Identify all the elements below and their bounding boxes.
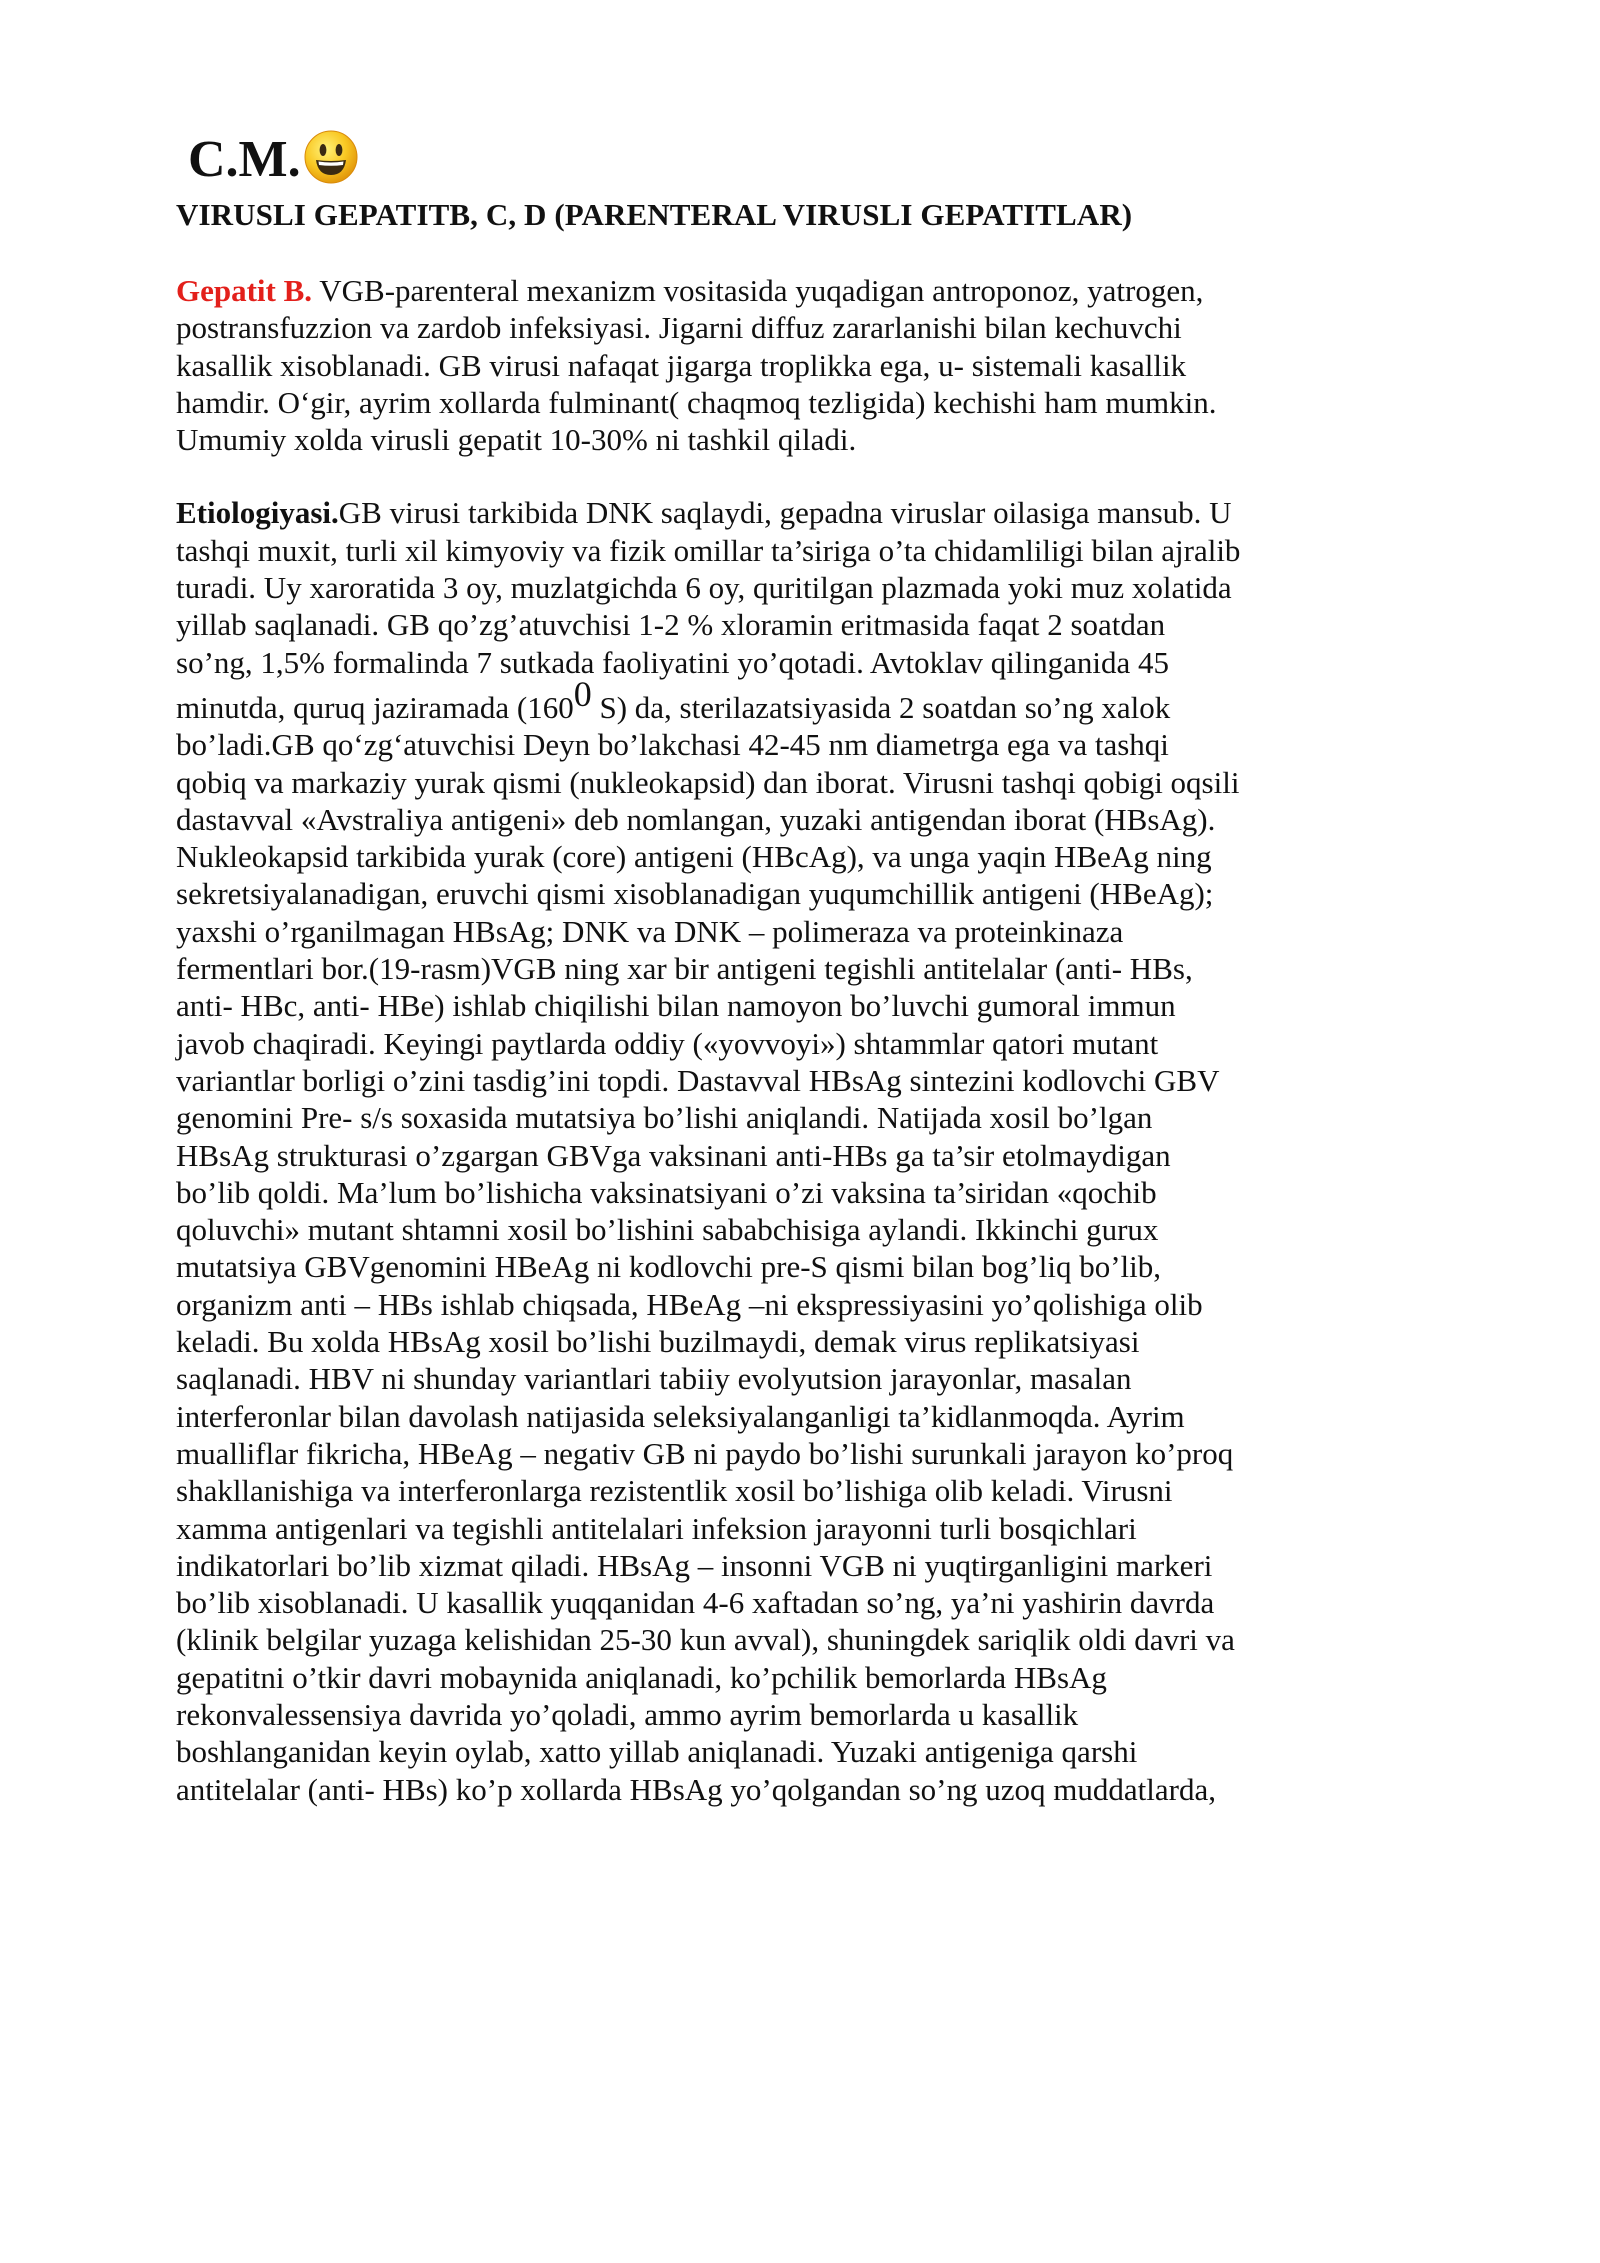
paragraph-line: sekretsiyalanadigan, eruvchi qismi xisoblanadigan yuqumchillik antigeni (HBeAg); bbox=[176, 876, 1214, 912]
smiley-face-icon bbox=[303, 129, 359, 185]
paragraph-line: turadi. Uy xaroratida 3 oy, muzlatgichda 6 oy, quritilgan plazmada yoki muz xolatida bbox=[176, 570, 1232, 606]
paragraph-line: bo’lib xisoblanadi. U kasallik yuqqanidan 4-6 xaftadan so’ng, ya’ni yashirin davrda bbox=[176, 1585, 1215, 1621]
paragraph-line: HBsAg strukturasi o’zgargan GBVga vaksinani anti-HBs ga ta’sir etolmaydigan bbox=[176, 1137, 1171, 1173]
paragraph-line: organizm anti – HBs ishlab chiqsada, HBeAg –ni ekspressiyasini yo’qolishiga olib bbox=[176, 1286, 1203, 1322]
line-text: minutda, quruq jaziramada (160 bbox=[176, 689, 574, 725]
paragraph-line: dastavval «Avstraliya antigeni» deb nomlangan, yuzaki antigendan iborat (HBsAg). bbox=[176, 801, 1216, 837]
document-page bbox=[176, 128, 1456, 1808]
paragraph-line: antitelalar (anti- HBs) ko’p xollarda HBsAg yo’qolgandan so’ng uzoq muddatlarda, bbox=[176, 1771, 1216, 1807]
paragraph-line: tashqi muxit, turli xil kimyoviy va fizik omillar ta’siriga o’ta chidamliligi bilan ajralib bbox=[176, 532, 1241, 568]
paragraph-line: saqlanadi. HBV ni shunday variantlari tabiiy evolyutsion jarayonlar, masalan bbox=[176, 1361, 1132, 1397]
paragraph-line: variantlar borligi o’zini tasdig’ini topdi. Dastavval HBsAg sintezini kodlovchi GBV bbox=[176, 1062, 1220, 1098]
section-heading-etiology: Etiologiyasi. bbox=[176, 495, 339, 531]
paragraph-line: yillab saqlanadi. GB qo’zg’atuvchisi 1-2 % xloramin eritmasida faqat 2 soatdan bbox=[176, 607, 1166, 643]
paragraph-line: genomini Pre- s/s soxasida mutatsiya bo’lishi aniqlandi. Natijada xosil bo’lgan bbox=[176, 1100, 1153, 1136]
paragraph-line: qoluvchi» mutant shtamni xosil bo’lishini sababchisiga aylandi. Ikkinchi gurux bbox=[176, 1212, 1159, 1248]
paragraph-line: interferonlar bilan davolash natijasida seleksiyalanganligi ta’kidlanmoqda. Ayrim bbox=[176, 1398, 1185, 1434]
line-text: VGB-parenteral mexanizm vositasida yuqadigan antroponoz, yatrogen, bbox=[312, 273, 1204, 308]
paragraph-line: postransfuzzion va zardob infeksiyasi. Jigarni diffuz zararlanishi bilan kechuvchi bbox=[176, 310, 1182, 346]
paragraph-line: mualliflar fikricha, HBeAg – negativ GB ni paydo bo’lishi surunkali jarayon ko’proq bbox=[176, 1435, 1234, 1471]
paragraph-line: bo’lib qoldi. Ma’lum bo’lishicha vaksinatsiyani o’zi vaksina ta’siridan «qochib bbox=[176, 1174, 1157, 1210]
paragraph-line: fermentlari bor.(19-rasm)VGB ning xar bir antigeni tegishli antitelalar (anti- HBs, bbox=[176, 951, 1193, 987]
paragraph-line: indikatorlari bo’lib xizmat qiladi. HBsAg – insonni VGB ni yuqtirganligini markeri bbox=[176, 1547, 1213, 1583]
paragraph-line: javob chaqiradi. Keyingi paytlarda oddiy («yovvoyi») shtammlar qatori mutant bbox=[176, 1025, 1159, 1061]
paragraph-line: gepatitni o’tkir davri mobaynida aniqlanadi, ko’pchilik bemorlarda HBsAg bbox=[176, 1659, 1107, 1695]
paragraph-line bbox=[176, 272, 1456, 309]
paragraph-line: boshlanganidan keyin oylab, xatto yillab aniqlanadi. Yuzaki antigeniga qarshi bbox=[176, 1734, 1138, 1770]
line-text: S) da, sterilazatsiyasida 2 soatdan so’ng xalok bbox=[591, 689, 1171, 725]
paragraph-line: Umumiy xolda virusli gepatit 10-30% ni tashkil qiladi. bbox=[176, 422, 857, 458]
superscript: 0 bbox=[573, 673, 592, 714]
document-mark bbox=[188, 128, 1456, 192]
paragraph-line: qobiq va markaziy yurak qismi (nukleokapsid) dan iborat. Virusni tashqi qobigi oqsili bbox=[176, 764, 1240, 800]
paragraph-line: Nukleokapsid tarkibida yurak (core) antigeni (HBcAg), va unga yaqin HBeAg ning bbox=[176, 839, 1212, 875]
paragraph-line: yaxshi o’rganilmagan HBsAg; DNK va DNK – polimeraza va proteinkinaza bbox=[176, 913, 1124, 949]
paragraph-line: rekonvalessensiya davrida yo’qoladi, ammo ayrim bemorlarda u kasallik bbox=[176, 1696, 1079, 1732]
paragraph-line: mutatsiya GBVgenomini HBeAg ni kodlovchi pre-S qismi bilan bog’liq bo’lib, bbox=[176, 1249, 1162, 1285]
document-title: VIRUSLI GEPATITB, C, D (PARENTERAL VIRUSLI GEPATITLAR) bbox=[176, 197, 1133, 232]
paragraph-line: hamdir. O‘gir, ayrim xollarda fulminant( chaqmoq tezligida) kechishi ham mumkin. bbox=[176, 384, 1217, 420]
section-heading-gepatit-b: Gepatit B. bbox=[176, 273, 313, 308]
paragraph-line: anti- HBc, anti- HBe) ishlab chiqilishi bilan namoyon bo’luvchi gumoral immun bbox=[176, 988, 1176, 1024]
paragraph-line: kasallik xisoblanadi. GB virusi nafaqat jigarga troplikka ega, u- sistemali kasallik bbox=[176, 347, 1187, 383]
line-text: GB virusi tarkibida DNK saqlaydi, gepadna viruslar oilasiga mansub. U bbox=[338, 495, 1232, 531]
paragraph-line: xamma antigenlari va tegishli antitelalari infeksion jarayonni turli bosqichlari bbox=[176, 1510, 1137, 1546]
paragraph-line: so’ng, 1,5% formalinda 7 sutkada faoliyatini yo’qotadi. Avtoklav qilinganida 45 bbox=[176, 644, 1169, 680]
paragraph-etiology bbox=[176, 494, 1456, 1807]
paragraph-line bbox=[176, 673, 1456, 726]
paragraph-line: bo’ladi.GB qo‘zg‘atuvchisi Deyn bo’lakchasi 42-45 nm diametrga ega va tashqi bbox=[176, 727, 1169, 763]
paragraph-line: keladi. Bu xolda HBsAg xosil bo’lishi buzilmaydi, demak virus replikatsiyasi bbox=[176, 1324, 1140, 1360]
paragraph-gepatit-b bbox=[176, 272, 1456, 458]
paragraph-line: (klinik belgilar yuzaga kelishidan 25-30 kun avval), shuningdek sariqlik oldi davri va bbox=[176, 1622, 1235, 1658]
paragraph-line bbox=[176, 494, 1456, 531]
paragraph-line: shakllanishiga va interferonlarga rezistentlik xosil bo’lishiga olib keladi. Virusni bbox=[176, 1473, 1173, 1509]
mark-text: C.M. bbox=[188, 131, 301, 188]
